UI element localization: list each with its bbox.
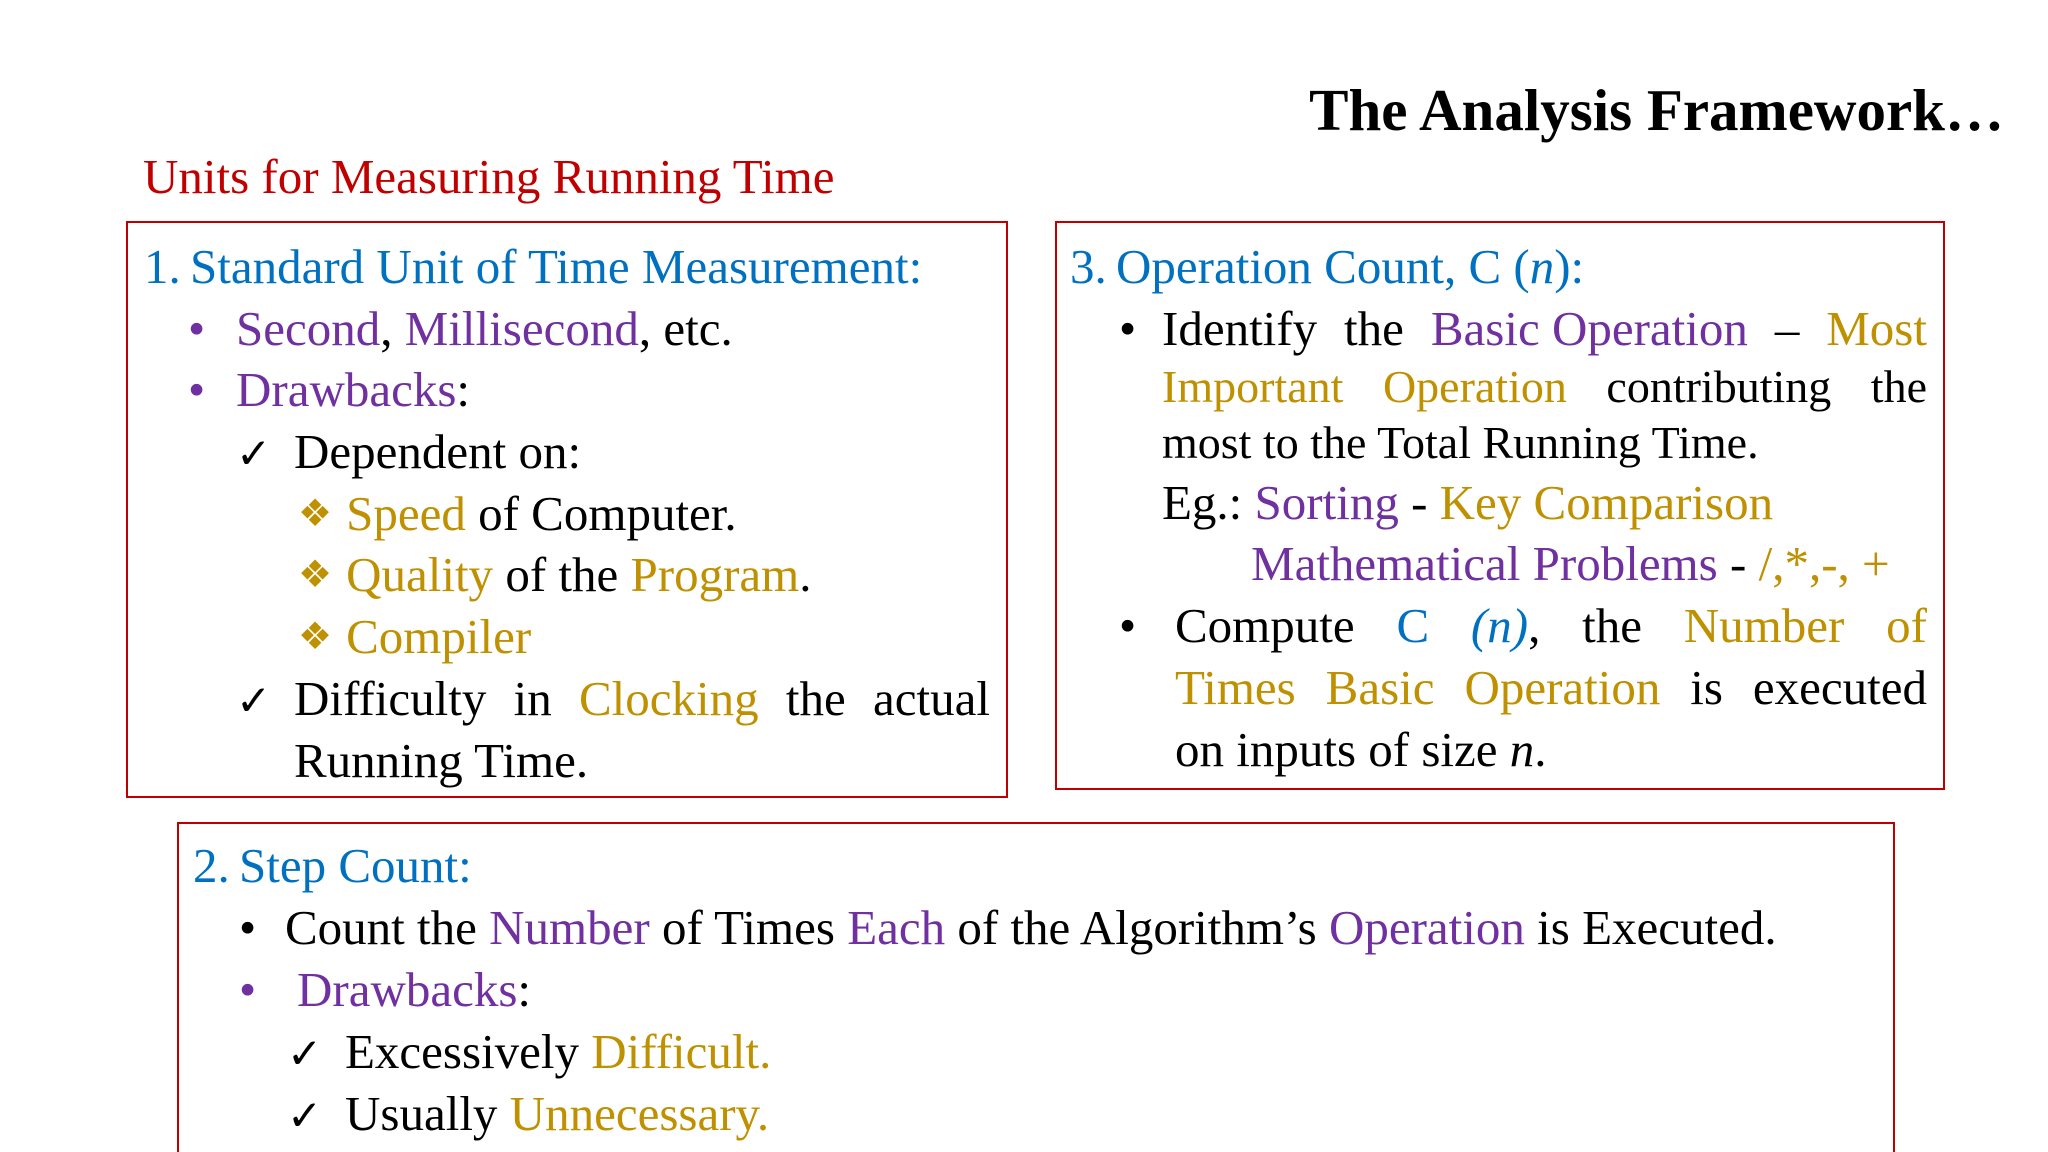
box3-b2-line2: Times Basic Operation is executed: [1175, 660, 1927, 715]
box3-number: 3.: [1070, 239, 1107, 294]
box2-bullet-drawbacks: • Drawbacks:: [239, 960, 531, 1020]
box2-number: 2.: [193, 838, 230, 893]
check-icon: ✓: [287, 1032, 323, 1078]
slide-title: The Analysis Framework…: [1309, 77, 2004, 143]
box1-bullet-drawbacks: • Drawbacks:: [188, 360, 470, 420]
bullet-icon: •: [239, 900, 257, 955]
bullet-icon: •: [188, 301, 206, 356]
box2-heading: 2. Step Count:: [193, 836, 472, 896]
diamond-icon: ❖: [298, 554, 333, 596]
box1-check-dependent: ✓ Dependent on:: [236, 422, 581, 485]
box3-b1-line3: most to the Total Running Time.: [1162, 417, 1759, 468]
bullet-icon: •: [239, 962, 257, 1017]
box3-b2-line3: on inputs of size n.: [1175, 722, 1547, 777]
box3-b1-line1: Identify the Basic Operation – Most: [1162, 301, 1927, 356]
box3-example: Eg.: Sorting - Key Comparison: [1162, 475, 1774, 530]
box1-item-quality: ❖ Quality of the Program.: [298, 547, 812, 602]
box3-math-problems: Mathematical Problems - /,*,-, +: [1251, 536, 1890, 591]
box-standard-unit: [126, 221, 1008, 798]
box1-check-difficulty: [236, 669, 294, 732]
box3-b2-line1: Compute C (n), the Number of: [1175, 598, 1927, 653]
box2-check-unnecessary: ✓ Usually Unnecessary.: [287, 1084, 769, 1147]
box-step-count: [177, 822, 1895, 1152]
bullet-icon: •: [1119, 598, 1137, 653]
diamond-icon: ❖: [298, 616, 333, 658]
box1-difficulty-line2: Running Time.: [294, 733, 589, 788]
diamond-icon: ❖: [298, 493, 333, 535]
check-icon: ✓: [287, 1094, 323, 1140]
bullet-icon: •: [188, 362, 206, 417]
box-operation-count: [1055, 221, 1945, 790]
box2-bullet-count: • Count the Number of Times Each of the Algorithm’s Operation is Executed.: [239, 898, 1777, 958]
box1-heading-text: Standard Unit of Time Measurement:: [190, 239, 923, 294]
box1-heading: [144, 237, 922, 297]
box1-number: 1.: [144, 239, 181, 294]
box3-bullet1: [1119, 299, 1136, 359]
box3-bullet2: [1119, 596, 1136, 656]
check-icon: ✓: [236, 432, 272, 478]
box1-item-speed: ❖ Speed of Computer.: [298, 486, 737, 541]
box2-check-difficult: ✓ Excessively Difficult.: [287, 1022, 771, 1085]
box3-b1-line2: Important Operation contributing the: [1162, 361, 1927, 412]
bullet-icon: •: [1119, 301, 1137, 356]
check-icon: ✓: [236, 679, 272, 725]
box1-item-compiler: ❖ Compiler: [298, 609, 532, 664]
box3-heading: 3. Operation Count, C (n):: [1070, 237, 1584, 297]
box1-bullet-units: • Second, Millisecond, etc.: [188, 299, 733, 359]
box1-difficulty-line1: Difficulty in Clocking the actual: [294, 671, 990, 726]
slide-subtitle: Units for Measuring Running Time: [143, 149, 835, 204]
